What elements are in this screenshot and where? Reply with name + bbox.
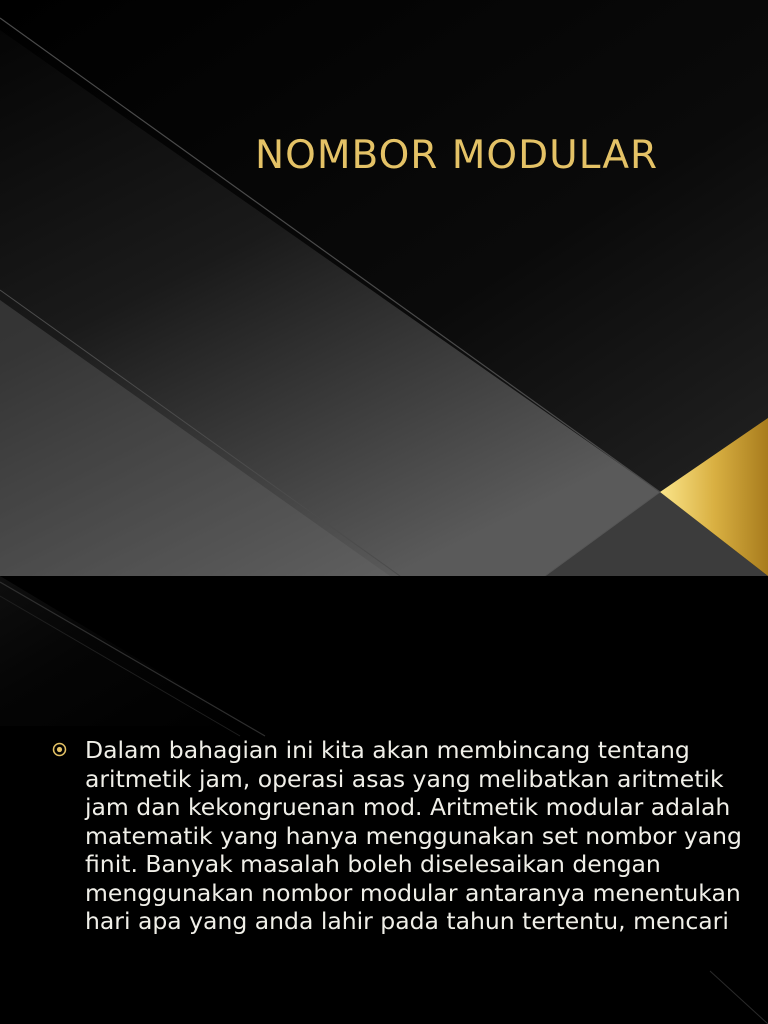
bullet-paragraph: Dalam bahagian ini kita akan membincang tentang aritmetik jam, operasi asas yang melibatkan aritmetik jam dan kekongruenan mod. Aritmetik modular adalah matematik yang hanya menggunakan set nombor yang finit. Banyak masalah boleh diselesaikan dengan menggunakan nombor modular antaranya menentukan hari apa yang anda lahir pada tahun tertentu, mencari	[85, 736, 742, 935]
circled-dot-bullet-icon	[52, 742, 67, 757]
slide-title: NOMBOR MODULAR	[255, 133, 659, 178]
content-slide	[0, 576, 768, 1024]
